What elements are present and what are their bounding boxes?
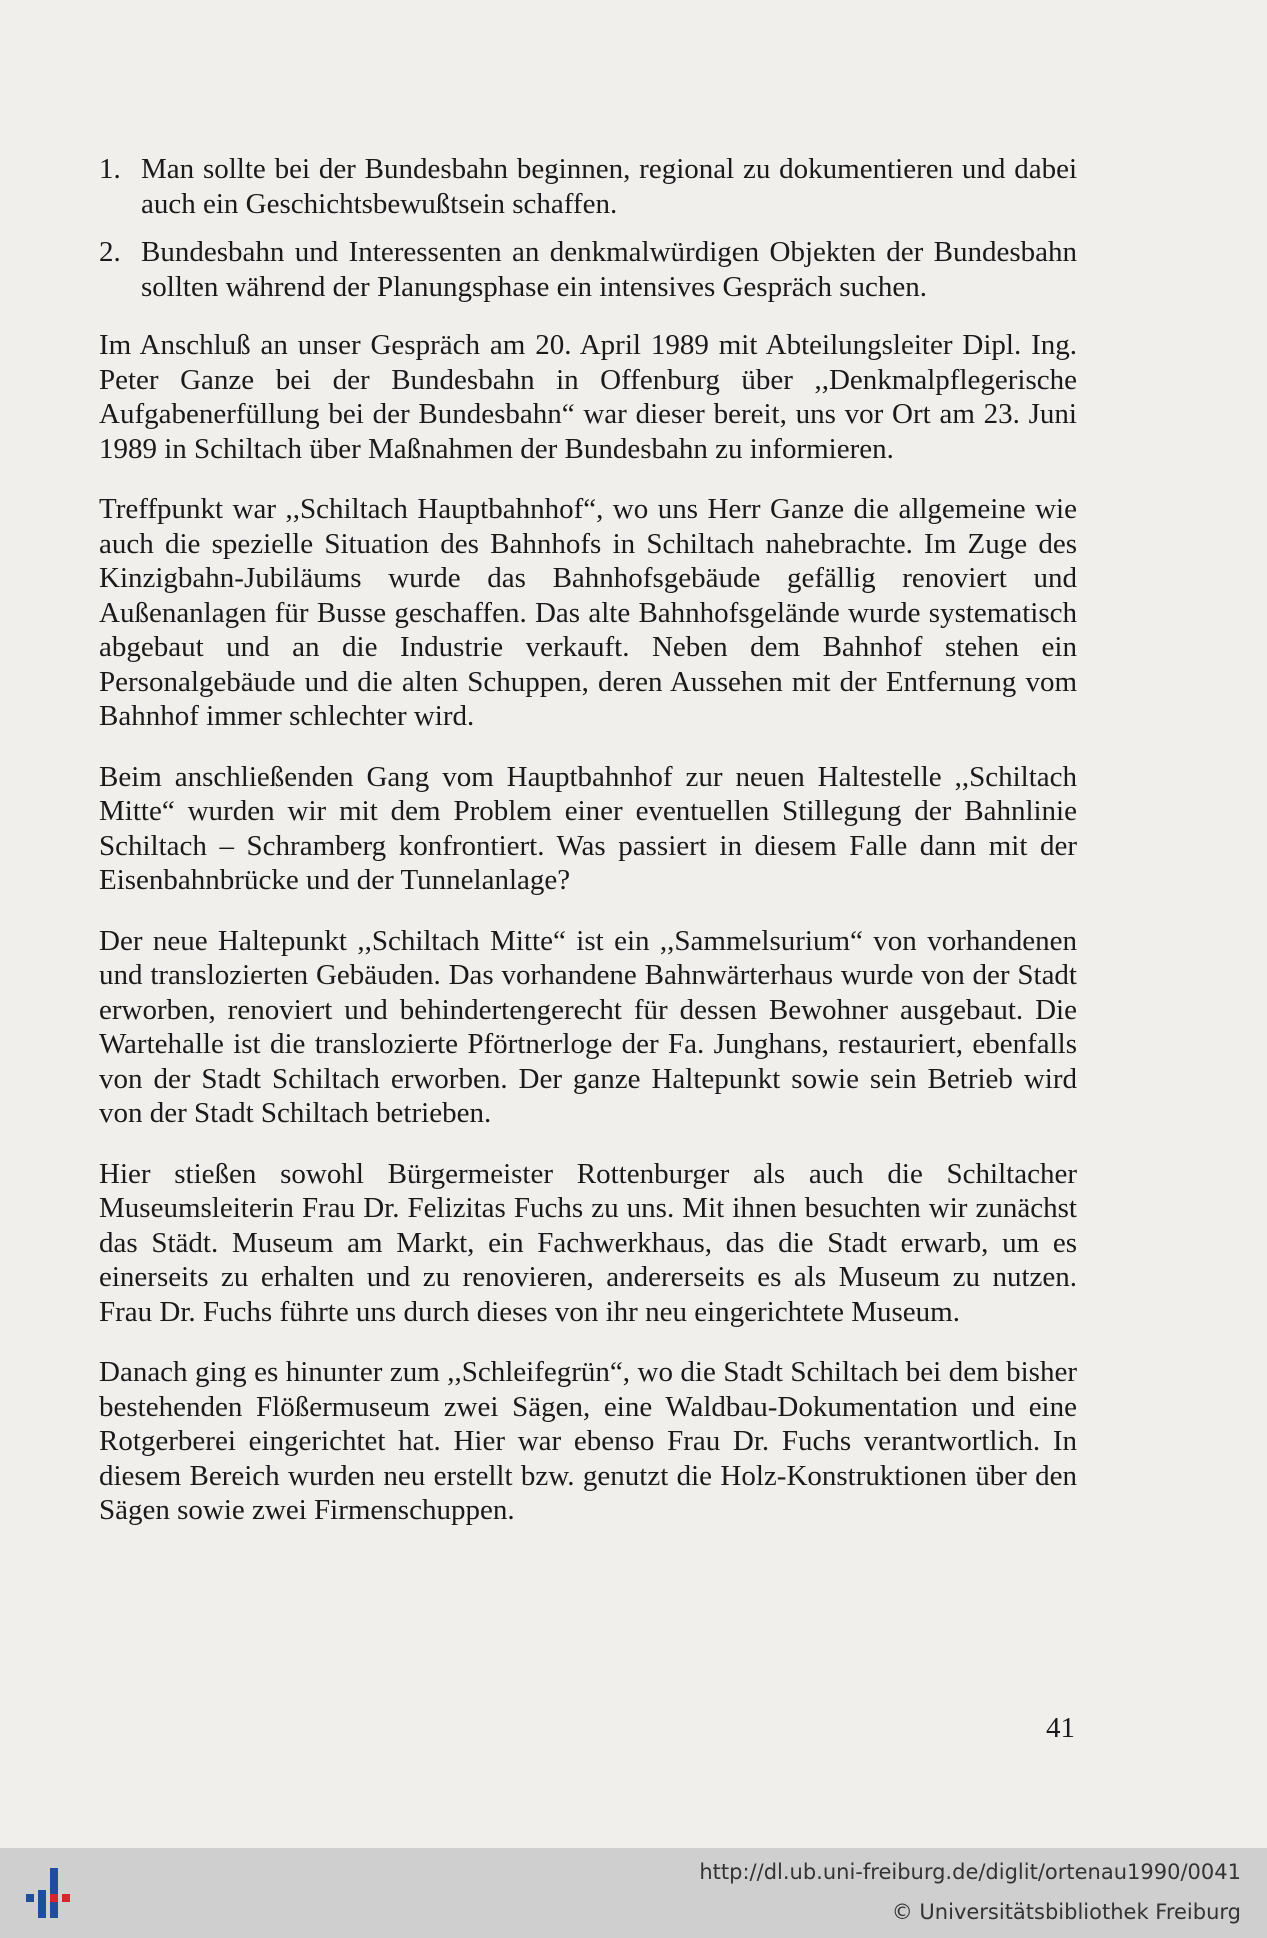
paragraph: Danach ging es hinunter zum ,,Schleifegrün“, wo die Stadt Schiltach bei dem bisher bestehenden Flößermuseum zwei Sägen, eine Waldbau-Dokumentation und eine Rotgerberei eingerichtet hat. Hier war ebenso Frau Dr. Fuchs verantwortlich. In diesem Bereich wurden neu erstellt bzw. genutzt die Holz-Konstruktionen über den Sägen sowie zwei Firmenschuppen. [99,1356,1077,1526]
page-content [99,152,1077,1554]
list-item [99,152,1077,221]
list-item [99,235,1077,304]
ub-freiburg-logo-icon [14,1860,84,1930]
paragraph: Im Anschluß an unser Gespräch am 20. April 1989 mit Abteilungsleiter Dipl. Ing. Peter Ganze bei der Bundesbahn in Offenburg über ,,Denkmalpflegerische Aufgabenerfüllung bei der Bundesbahn“ war dieser bereit, uns vor Ort am 23. Juni 1989 in Schiltach über Maßnahmen der Bundesbahn zu informieren. [99,329,1077,465]
paragraph: Der neue Haltepunkt ,,Schiltach Mitte“ ist ein ,,Sammelsurium“ von vorhandenen und translozierten Gebäuden. Das vorhandene Bahnwärterhaus wurde von der Stadt erworben, renoviert und behindertengerecht für dessen Bewohner ausgebaut. Die Wartehalle ist die translozierte Pförtnerloge der Fa. Junghans, restauriert, ebenfalls von der Stadt Schiltach erworben. Der ganze Haltepunkt sowie sein Betrieb wird von der Stadt Schiltach betrieben. [99,924,1077,1129]
numbered-list [99,152,1077,304]
list-item-number: 2. [99,236,121,268]
paragraph: Treffpunkt war ,,Schiltach Hauptbahnhof“, wo uns Herr Ganze die allgemeine wie auch die spezielle Situation des Bahnhofs in Schiltach nahebrachte. Im Zuge des Kinzigbahn-Jubiläums wurde das Bahnhofsgebäude gefällig renoviert und Außenanlagen für Busse geschaffen. Das alte Bahnhofsgelände wurde systematisch abgebaut und an die Industrie verkauft. Neben dem Bahnhof stehen ein Personalgebäude und die alten Schuppen, deren Aussehen mit der Entfernung vom Bahnhof immer schlechter wird. [99,493,1077,732]
paragraph: Hier stießen sowohl Bürgermeister Rottenburger als auch die Schiltacher Museumsleiterin Frau Dr. Felizitas Fuchs zu uns. Mit ihnen besuchten wir zunächst das Städt. Museum am Markt, ein Fachwerkhaus, das die Stadt erwarb, um es einerseits zu erhalten und zu renovieren, andererseits es als Museum zu nutzen. Frau Dr. Fuchs führte uns durch dieses von ihr neu eingerichtete Museum. [99,1157,1077,1328]
list-item-text: Bundesbahn und Interessenten an denkmalwürdigen Objekten der Bundesbahn sollten während der Planungsphase ein intensives Gespräch suchen. [141,236,1077,303]
paragraph: Beim anschließenden Gang vom Hauptbahnhof zur neuen Haltestelle ,,Schiltach Mitte“ wurden wir mit dem Problem einer eventuellen Stillegung der Bahnlinie Schiltach – Schramberg konfrontiert. Was passiert in diesem Falle dann mit der Eisenbahnbrücke und der Tunnelanlage? [99,760,1077,896]
footer-url-link[interactable]: http://dl.ub.uni-freiburg.de/diglit/ortenau1990/0041 [699,1860,1241,1884]
list-item-text: Man sollte bei der Bundesbahn beginnen, regional zu dokumentieren und dabei auch ein Geschichtsbewußtsein schaffen. [141,153,1077,220]
footer-bar [0,1848,1267,1938]
list-item-number: 1. [99,153,121,185]
page-number: 41 [1046,1712,1075,1744]
footer-copyright: © Universitätsbibliothek Freiburg [891,1900,1241,1924]
